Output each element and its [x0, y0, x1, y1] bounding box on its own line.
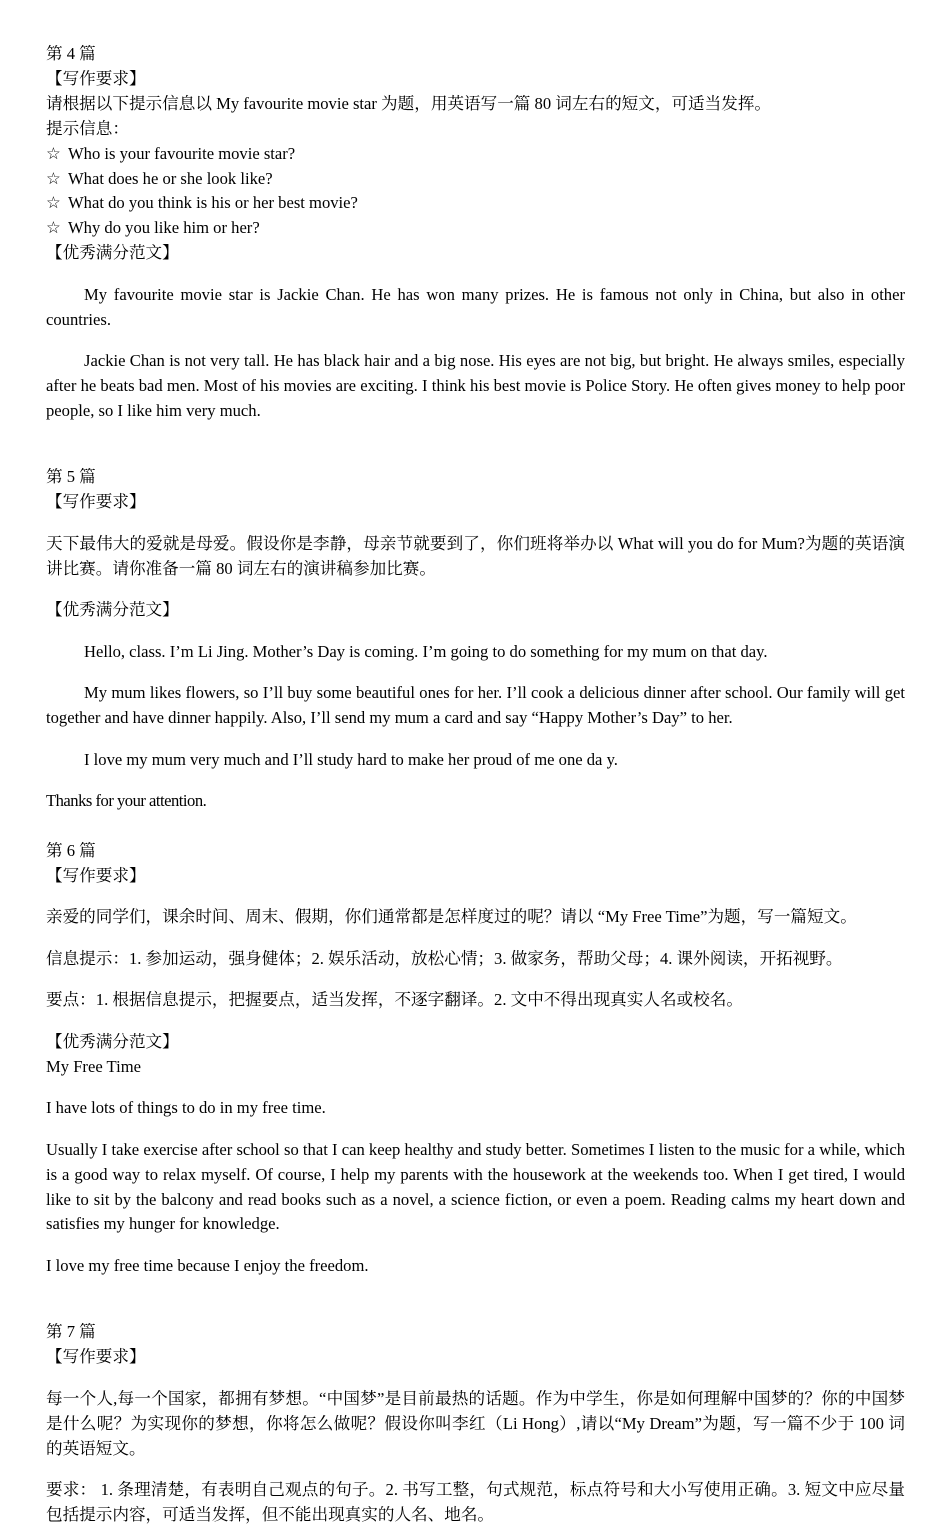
essay-paragraph: I love my free time because I enjoy the freedom.	[46, 1255, 369, 1275]
sample-label: 【优秀满分范文】	[46, 600, 179, 620]
essay-paragraph: My mum likes flowers, so I’ll buy some beautiful ones for her. I’ll cook a delicious dinner after school. Our family will get together and have dinner happily. Also, I’ll send my mum a card and say “Happy Mother’s Day” to her.	[46, 683, 905, 728]
hint-question	[46, 167, 905, 192]
essay-paragraph: I love my mum very much and I’ll study hard to make her proud of me one da y.	[84, 749, 618, 769]
section-spacer	[46, 814, 905, 839]
star-icon: ☆	[46, 218, 61, 238]
section-heading: 第 6 篇	[46, 840, 96, 860]
requirement-label: 【写作要求】	[46, 68, 146, 88]
hint-question-text: What does he or she look like?	[68, 168, 273, 188]
section-heading: 第 5 篇	[46, 467, 96, 487]
key-points: 要点：1. 根据信息提示，把握要点，适当发挥，不逐字翻译。2. 文中不得出现真实人名或校名。	[46, 990, 743, 1010]
section-5	[46, 465, 905, 814]
star-icon: ☆	[46, 193, 61, 213]
sample-label: 【优秀满分范文】	[46, 1031, 179, 1051]
hint-question	[46, 191, 905, 216]
essay-paragraph: Hello, class. I’m Li Jing. Mother’s Day is coming. I’m going to do something for my mum on that day.	[84, 641, 768, 661]
info-hints: 信息提示：1. 参加运动，强身健体；2. 娱乐活动，放松心情；3. 做家务，帮助父母；4. 课外阅读，开拓视野。	[46, 948, 843, 968]
section-7	[46, 1320, 905, 1528]
essay-paragraph: I have lots of things to do in my free time.	[46, 1098, 326, 1118]
section-4	[46, 42, 905, 424]
hint-question-text: What do you think is his or her best movie?	[68, 193, 358, 213]
essay-paragraph: Jackie Chan is not very tall. He has black hair and a big nose. His eyes are not big, but bright. He always smiles, especially after he beats bad men. Most of his movies are exciting. I think his best movie is Police Story. He often gives money to help poor people, so I like him very much.	[46, 351, 905, 420]
section-spacer	[46, 1295, 905, 1320]
star-icon: ☆	[46, 143, 61, 163]
essay-paragraph: My favourite movie star is Jackie Chan. He has won many prizes. He is famous not only in China, but also in other countries.	[46, 284, 905, 329]
section-spacer	[46, 440, 905, 465]
requirement-text: 请根据以下提示信息以 My favourite movie star 为题，用英语写一篇 80 词左右的短文，可适当发挥。	[46, 93, 772, 113]
hint-question	[46, 216, 905, 241]
hint-question	[46, 142, 905, 167]
essay-closing: Thanks for your attention.	[46, 791, 207, 811]
hint-label: 提示信息：	[46, 118, 129, 138]
essay-paragraph: Usually I take exercise after school so that I can keep healthy and study better. Sometimes I listen to the music for a while, which is a good way to relax myself. Of course, I help my parents with the housework at the weekends too. When I get tired, I would like to sit by the balcony and read books such as a novel, a science fiction, or even a poem. Reading calms my heart down and satisfies my hunger for knowledge.	[46, 1139, 905, 1234]
requirement-text: 每一个人,每一个国家，都拥有梦想。“中国梦”是目前最热的话题。作为中学生，你是如何理解中国梦的？你的中国梦是什么呢？为实现你的梦想，你将怎么做呢？假设你叫李红（Li Hong）,请以“My Dream”为题，写一篇不少于 100 词的英语短文。	[46, 1388, 905, 1458]
section-6	[46, 839, 905, 1279]
sample-label: 【优秀满分范文】	[46, 243, 179, 263]
requirements-list: 要求： 1. 条理清楚，有表明自己观点的句子。2. 书写工整，句式规范，标点符号和大小写使用正确。3. 短文中应尽量包括提示内容，可适当发挥，但不能出现真实的人名、地名。	[46, 1480, 905, 1524]
requirement-text: 天下最伟大的爱就是母爱。假设你是李静，母亲节就要到了，你们班将举办以 What will you do for Mum?为题的英语演讲比赛。请你准备一篇 80 词左右的演讲稿参加比赛。	[46, 533, 905, 578]
hint-question-text: Why do you like him or her?	[68, 218, 260, 238]
requirement-label: 【写作要求】	[46, 1347, 146, 1367]
section-heading: 第 7 篇	[46, 1322, 96, 1342]
section-heading: 第 4 篇	[46, 44, 96, 63]
hint-question-text: Who is your favourite movie star?	[68, 143, 296, 163]
requirement-label: 【写作要求】	[46, 865, 146, 885]
requirement-label: 【写作要求】	[46, 492, 146, 512]
requirement-text: 亲爱的同学们，课余时间、周末、假期，你们通常都是怎样度过的呢？请以 “My Free Time”为题，写一篇短文。	[46, 907, 857, 927]
star-icon: ☆	[46, 168, 61, 188]
essay-title: My Free Time	[46, 1056, 141, 1076]
